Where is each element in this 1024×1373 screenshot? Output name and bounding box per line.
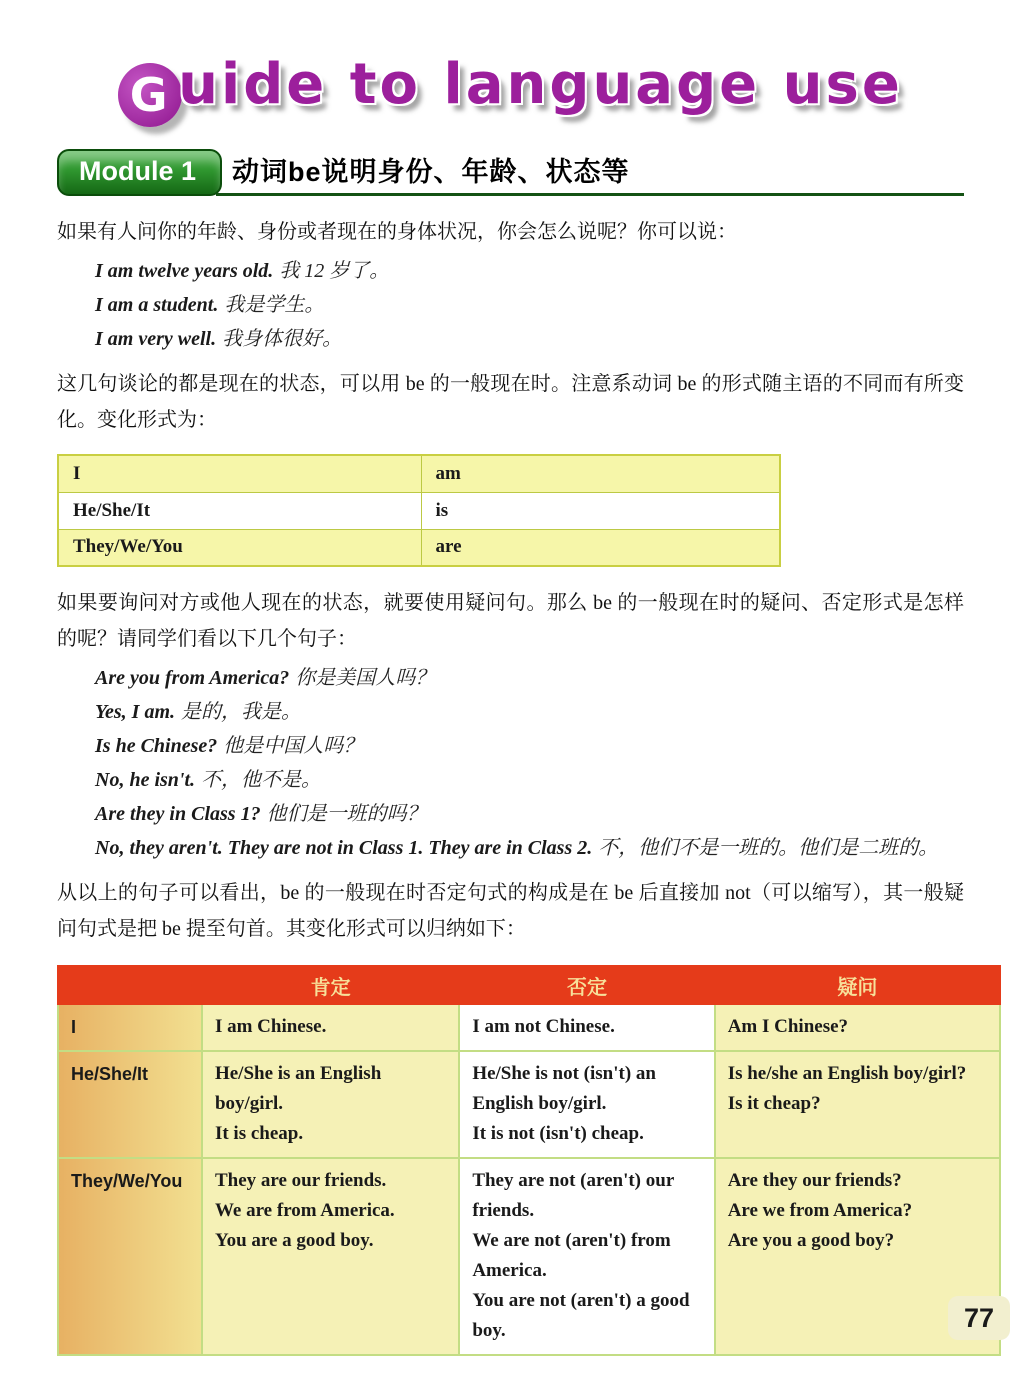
example-english: Are you from America? [95,667,290,689]
example-english: Yes, I am. [95,701,175,723]
cell-subject: I [58,1004,202,1051]
table-cell-subject: He/She/It [58,492,421,529]
paragraph-intro: 如果有人问你的年龄、身份或者现在的身体状况，你会怎么说呢？你可以说： [57,221,737,243]
paragraph-questions: 如果要询问对方或他人现在的状态，就要使用疑问句。那么 be 的一般现在时的疑问、否定形式是怎样的呢？请同学们看以下几个句子： [57,592,964,650]
module-badge: Module 1 [57,149,222,196]
page-title-text: uide to language use [178,52,903,117]
table-cell-subject: I [58,455,421,492]
sentence: I am Chinese. [214,1016,327,1037]
example-sentence [95,288,964,322]
cell-subject: He/She/It [58,1051,202,1158]
example-english: No, they aren't. They are not in Class 1. They are in Class 2. [95,837,593,859]
paragraph-be-forms: 这几句谈论的都是现在的状态，可以用 be 的一般现在时。注意系动词 be 的形式随主语的不同而有所变化。变化形式为： [57,373,964,431]
cell-affirmative [202,1158,459,1355]
header-cell-question: 疑问 [715,966,1000,1004]
example-chinese: 他是中国人吗？ [223,735,364,757]
table-header-row [58,966,1000,1004]
cell-negative [459,1051,714,1158]
sentence: We are from America. [214,1200,395,1221]
example-chinese: 他们是一班的吗？ [266,803,427,825]
example-chinese: 我是学生。 [224,294,325,316]
cell-affirmative [202,1004,459,1051]
sentence: You are not (aren't) a good boy. [472,1290,690,1341]
table-cell-form: is [421,492,780,529]
table-row [58,1158,1000,1355]
example-chinese: 不，他们不是一班的。他们是二班的。 [598,837,939,859]
example-sentence [95,695,964,729]
example-list-2 [95,661,964,865]
table-row [58,1051,1000,1158]
example-sentence [95,831,964,865]
sentence: They are not (aren't) our friends. [472,1170,674,1221]
sentence: Are they our friends? [727,1170,902,1191]
sentence: He/She is not (isn't) an English boy/girl. [472,1063,657,1114]
table-cell-subject: They/We/You [58,529,421,566]
module-heading-underline [216,150,964,196]
sentence: They are our friends. [214,1170,387,1191]
cell-question [715,1004,1000,1051]
example-sentence [95,797,964,831]
example-sentence [95,322,964,356]
sentence: Is he/she an English boy/girl? [727,1063,967,1084]
example-english: No, he isn't. [95,769,196,791]
sentence: Am I Chinese? [727,1016,849,1037]
sentence: He/She is an English boy/girl. [214,1063,382,1114]
example-chinese: 不，他不是。 [201,769,322,791]
header-cell-affirmative: 肯定 [202,966,459,1004]
cell-affirmative [202,1051,459,1158]
table-row [58,1004,1000,1051]
example-list-1 [95,254,964,356]
table-row [58,492,780,529]
example-english: Are they in Class 1? [95,803,261,825]
be-sentence-forms-table [57,965,1001,1356]
example-sentence [95,729,964,763]
sentence: You are a good boy. [214,1230,374,1251]
table-cell-form: am [421,455,780,492]
title-g-logo-icon: G [118,63,182,127]
example-english: I am a student. [95,294,219,316]
sentence: Are you a good boy? [727,1230,895,1251]
table-row [58,455,780,492]
example-chinese: 我身体很好。 [222,328,343,350]
header-cell-negative: 否定 [459,966,714,1004]
cell-negative [459,1158,714,1355]
example-english: I am twelve years old. [95,260,274,282]
example-sentence [95,254,964,288]
paragraph-summary: 从以上的句子可以看出，be 的一般现在时否定句式的构成是在 be 后直接加 not（可以缩写），其一般疑问句式是把 be 提至句首。其变化形式可以归纳如下： [57,882,964,940]
be-conjugation-table [57,454,781,567]
header-cell-empty [58,966,202,1004]
page-title [57,0,964,127]
table-cell-form: are [421,529,780,566]
example-chinese: 我 12 岁了。 [279,260,390,282]
sentence: It is not (isn't) cheap. [472,1123,644,1144]
module-header [57,149,964,196]
example-chinese: 是的，我是。 [181,701,301,723]
example-english: Is he Chinese? [95,735,218,757]
table-row [58,529,780,566]
example-english: I am very well. [95,328,217,350]
module-heading: 动词be说明身份、年龄、状态等 [232,157,630,187]
sentence: I am not Chinese. [472,1016,615,1037]
cell-negative [459,1004,714,1051]
example-chinese: 你是美国人吗？ [295,667,436,689]
sentence: Is it cheap? [727,1093,821,1114]
cell-question [715,1051,1000,1158]
sentence: We are not (aren't) from America. [472,1230,671,1281]
sentence: Are we from America? [727,1200,913,1221]
page-number: 77 [948,1296,1010,1340]
sentence: It is cheap. [214,1123,304,1144]
example-sentence [95,661,964,695]
example-sentence [95,763,964,797]
cell-subject: They/We/You [58,1158,202,1355]
